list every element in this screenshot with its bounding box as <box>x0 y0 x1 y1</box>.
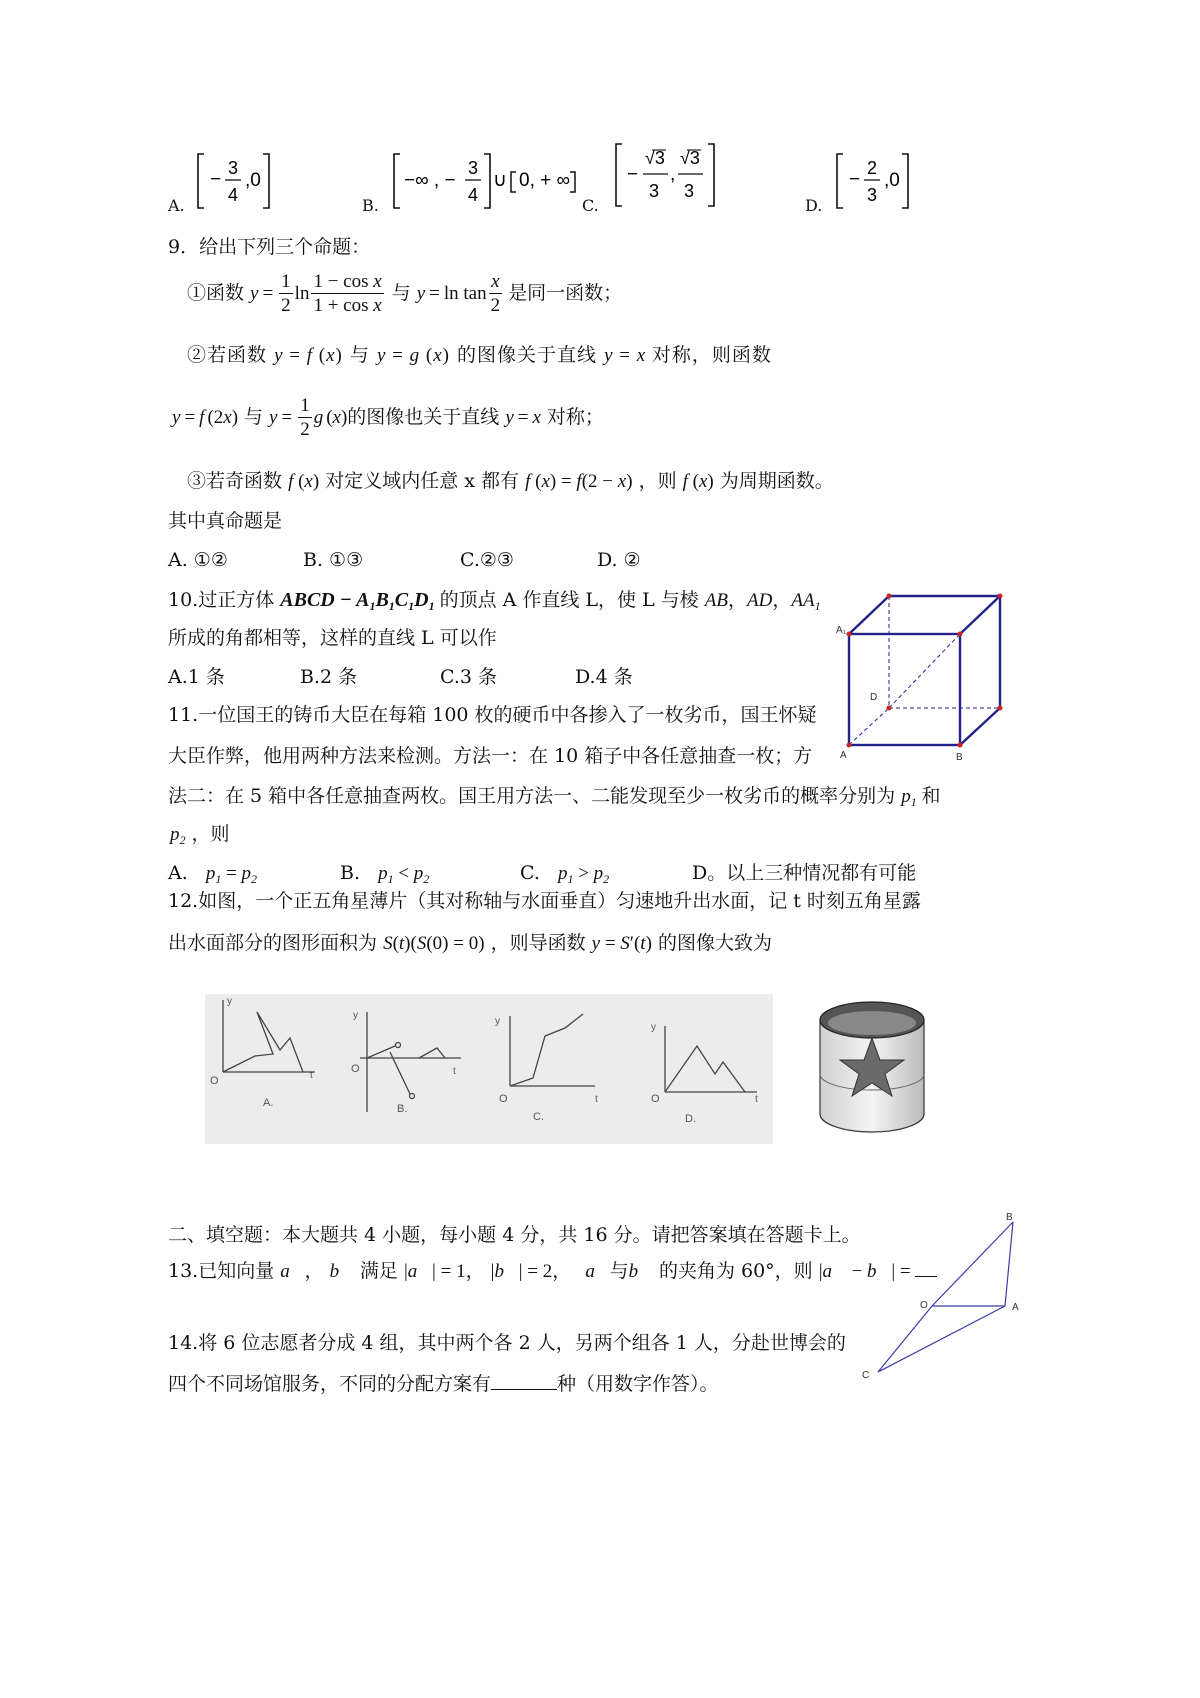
q12-graph-a-label: A. <box>263 1097 274 1109</box>
q12-graph-b-taxis: t <box>453 1066 456 1077</box>
cube-label-a: A <box>840 750 847 761</box>
q9-option-b: B. ①③ <box>303 549 364 571</box>
q13-label-a: A <box>1012 1302 1019 1313</box>
q12-graph-b-yaxis: y <box>353 1010 358 1021</box>
svg-text:,0: ,0 <box>245 170 261 191</box>
q8-option-b <box>362 152 582 215</box>
q9-question: 其中真命题是 <box>168 510 283 532</box>
q13-line: 13.已知向量 a⃗， b⃗ 满足 |a⃗| = 1， |b⃗| = 2， a⃗与b⃗ 的夹角为 60°，则 |a⃗ − b⃗| = <box>168 1262 937 1281</box>
svg-text:4: 4 <box>468 185 479 205</box>
q9-option-d: D. ② <box>597 549 641 571</box>
q10-line2: 所成的角都相等，这样的直线 L 可以作 <box>168 627 497 649</box>
svg-text:4: 4 <box>228 185 239 205</box>
q12-graph-b-label: B. <box>397 1103 408 1115</box>
q12-graph-c-yaxis: y <box>495 1016 500 1027</box>
q8-option-b-label: B. <box>362 196 379 215</box>
q12-graph-c-label: C. <box>533 1111 544 1123</box>
q9-proposition-2: ②若函数 y = f (x) 与 y = g (x) 的图像关于直线 y = x 对称，则函数 <box>187 344 772 366</box>
svg-text:∪: ∪ <box>493 170 507 191</box>
q12-graph-b-origin: O <box>351 1063 360 1075</box>
q9-option-a: A. ①② <box>168 549 228 571</box>
section2-heading: 二、填空题：本大题共 4 小题，每小题 4 分，共 16 分。请把答案填在答题卡上。 <box>168 1224 861 1246</box>
svg-text:3: 3 <box>228 158 239 178</box>
svg-text:√3: √3 <box>645 148 665 168</box>
q13-label-o: O <box>920 1300 928 1311</box>
q13-label-b: B <box>1006 1212 1013 1223</box>
q11-option-d: D。以上三种情况都有可能 <box>692 862 917 884</box>
q9-proposition-3: ③若奇函数 f (x) 对定义域内任意 x 都有 f (x) = f(2 − x) ，则 f (x) 为周期函数。 <box>187 470 834 492</box>
q14-line2: 四个不同场馆服务，不同的分配方案有 种（用数字作答）。 <box>168 1373 719 1395</box>
q11-line2: 大臣作弊，他用两种方法来检测。方法一：在 10 箱子中各任意抽查一枚；方 <box>168 745 813 767</box>
q14-answer-blank <box>491 1373 557 1390</box>
q12-graph-d-yaxis: y <box>651 1022 656 1033</box>
svg-text:,: , <box>670 164 676 185</box>
svg-text:−: − <box>627 164 639 185</box>
q8-option-d-formula <box>835 152 930 212</box>
q8-option-a-label: A. <box>168 196 185 215</box>
q12-graph-c-origin: O <box>499 1093 508 1105</box>
q9-stem: 9．给出下列三个命题： <box>168 236 371 258</box>
q11-line3: 法二：在 5 箱中各任意抽查两枚。国王用方法一、二能发现至少一枚劣币的概率分别为 $p_1$ 和 <box>168 785 941 809</box>
svg-text:−: − <box>849 169 861 190</box>
q10-option-c: C.3 条 <box>440 666 498 688</box>
q13-vector-figure <box>860 1210 1030 1385</box>
q13-label-c: C <box>862 1370 870 1381</box>
svg-text:−∞ , −: −∞ , − <box>404 170 456 191</box>
cube-label-b: B <box>956 752 963 763</box>
q12-graphs <box>205 994 773 1144</box>
q12-graph-d-taxis: t <box>755 1094 758 1105</box>
q8-option-b-formula <box>392 152 582 212</box>
q12-graph-c-taxis: t <box>595 1094 598 1105</box>
svg-text:,0: ,0 <box>884 170 900 191</box>
cube-label-d: D <box>870 692 878 703</box>
q12-star-cylinder <box>812 996 932 1146</box>
q12-graph-d-origin: O <box>651 1093 660 1105</box>
q8-option-c <box>582 140 732 214</box>
q8-option-c-formula <box>614 140 732 214</box>
q12-graph-a-origin: O <box>210 1075 219 1087</box>
svg-text:3: 3 <box>649 181 660 201</box>
svg-text:−: − <box>210 169 222 190</box>
q12-graph-a-yaxis: y <box>227 996 232 1007</box>
svg-text:3: 3 <box>468 158 479 178</box>
q11-line4: $p_2$ ，则 <box>170 823 230 847</box>
q12-graph-d-label: D. <box>685 1113 696 1125</box>
q9-proposition-1: ①函数 y = $\frac{1}{2}$ ln $\frac{\text{1 − cos x}}{\text{1 + cos x}}$ 与 y = ln tan $\frac{x}{2}$ 是同一函数； <box>187 270 623 316</box>
svg-text:3: 3 <box>684 181 695 201</box>
q9-option-c: C.②③ <box>460 549 514 571</box>
q8-option-a-formula <box>196 152 291 212</box>
q11-line1: 11.一位国王的铸币大臣在每箱 100 枚的硬币中各掺入了一枚劣币，国王怀疑 <box>168 704 817 726</box>
q12-graph-a-taxis: t <box>310 1070 313 1081</box>
q11-option-b: B. $p_1 < p_2$ <box>340 862 430 886</box>
q8-option-c-label: C. <box>582 196 599 215</box>
svg-text:0, + ∞: 0, + ∞ <box>519 170 571 191</box>
q12-line2: 出水面部分的图形面积为 S(t)(S(0) = 0) ，则导函数 y = S′(t) 的图像大致为 <box>168 932 772 954</box>
svg-text:3: 3 <box>867 185 878 205</box>
q10-line1: 10.过正方体 ABCD − $A_1B_1C_1D_1$ 的顶点 A 作直线 L，使 L 与棱 AB，AD，$AA_1$ <box>168 589 821 613</box>
cube-label-a1: A₁ <box>836 625 847 636</box>
q12-line1: 12.如图，一个正五角星薄片（其对称轴与水面垂直）匀速地升出水面，记 t 时刻五角星露 <box>168 890 921 912</box>
q8-option-d-label: D. <box>805 196 823 215</box>
q8-option-d <box>805 152 935 215</box>
q11-option-a: A. $p_1 = p_2$ <box>168 862 258 886</box>
q8-option-a <box>168 152 288 215</box>
svg-text:2: 2 <box>867 158 878 178</box>
cube-figure <box>832 588 1022 768</box>
q10-option-b: B.2 条 <box>300 666 358 688</box>
q9-proposition-2-cont: y = f (2x) 与 y = $\frac{1}{2}$ g (x) 的图像也关于直线 y = x 对称； <box>172 394 604 440</box>
q11-option-c: C. $p_1 > p_2$ <box>520 862 610 886</box>
q14-line1: 14.将 6 位志愿者分成 4 组，其中两个各 2 人，另两个组各 1 人，分赴世博会的 <box>168 1332 846 1354</box>
q10-option-a: A.1 条 <box>168 666 225 688</box>
q10-option-d: D.4 条 <box>575 666 633 688</box>
svg-text:√3: √3 <box>680 148 700 168</box>
